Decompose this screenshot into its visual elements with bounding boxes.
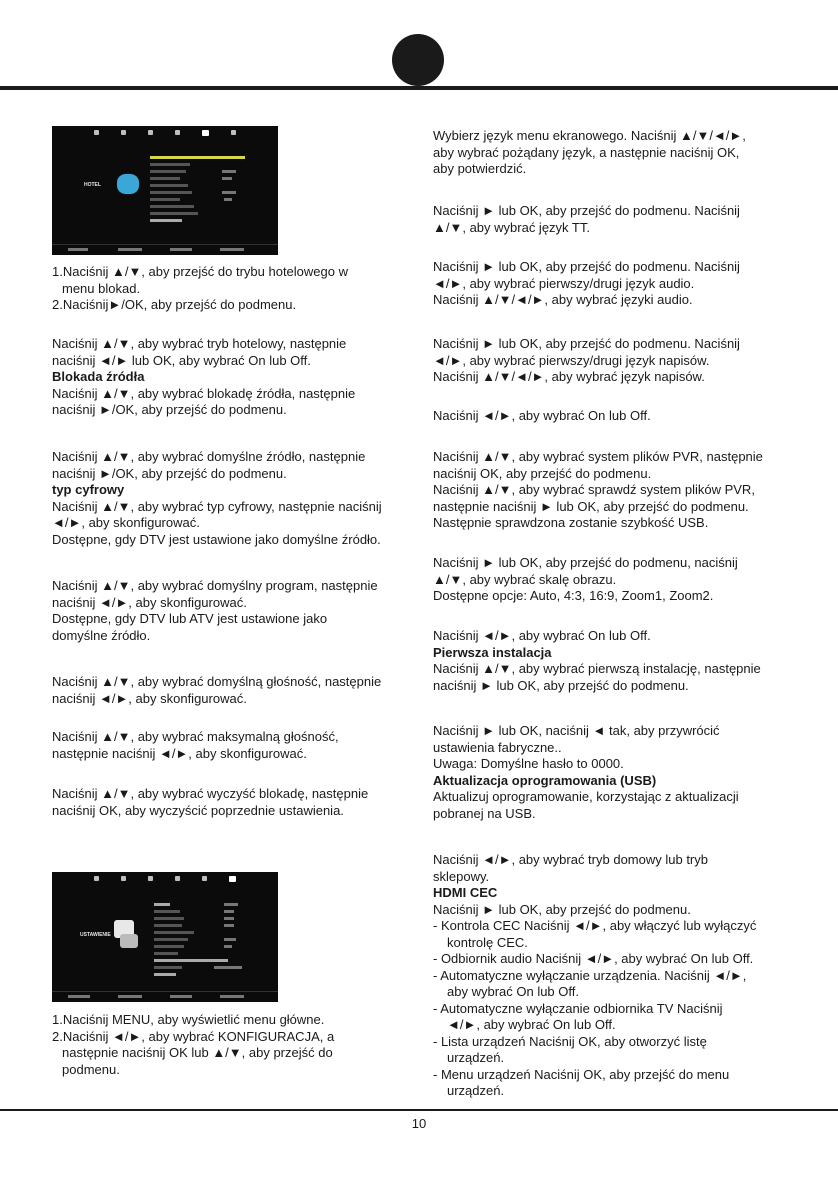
text-line: Naciśnij ▲/▼, aby wybrać system plików PVR, następnie bbox=[433, 449, 763, 464]
text-line: Aktualizuj oprogramowanie, korzystając z aktualizacji bbox=[433, 789, 739, 804]
text-line: następnie naciśnij ◄/►, aby skonfigurować. bbox=[52, 745, 307, 761]
hotel-menu-screenshot bbox=[52, 126, 278, 255]
text-line: 2.Naciśnij ◄/►, aby wybrać KONFIGURACJA, a bbox=[52, 1028, 335, 1044]
text-line: naciśnij ► lub OK, aby przejść do podmenu. bbox=[433, 677, 689, 693]
settings-label: USTAWIENIE bbox=[80, 932, 111, 938]
text-line: ustawienia fabryczne.. bbox=[433, 739, 562, 755]
left-column bbox=[52, 729, 412, 762]
section-heading: Aktualizacja oprogramowania (USB) bbox=[433, 772, 657, 788]
text-line: ▲/▼, aby wybrać język TT. bbox=[433, 219, 590, 235]
text-line: ◄/►, aby wybrać On lub Off. bbox=[447, 1017, 616, 1032]
text-line: Dostępne, gdy DTV jest ustawione jako domyślne źródło. bbox=[52, 531, 381, 547]
text-line: - Automatyczne wyłączanie urządzenia. Naciśnij ◄/►, bbox=[433, 967, 747, 983]
right-column bbox=[433, 203, 813, 236]
text-line: Następnie sprawdzona zostanie szybkość USB. bbox=[433, 515, 709, 530]
text-line: Naciśnij ▲/▼, aby wybrać pierwszą instalację, następnie bbox=[433, 661, 761, 676]
left-column bbox=[52, 674, 412, 707]
text-line: - Menu urządzeń Naciśnij OK, aby przejść do menu bbox=[433, 1066, 730, 1082]
text-line: sklepowy. bbox=[433, 868, 490, 884]
menu-icon-row bbox=[52, 876, 278, 884]
left-column bbox=[52, 1012, 412, 1078]
right-column bbox=[433, 628, 813, 694]
left-column bbox=[52, 264, 412, 314]
footer-rule bbox=[0, 1109, 838, 1111]
text-line: Naciśnij ▲/▼/◄/►, aby wybrać język napisów. bbox=[433, 369, 705, 384]
left-column bbox=[52, 786, 412, 819]
text-line: - Odbiornik audio Naciśnij ◄/►, aby wybrać On lub Off. bbox=[433, 951, 754, 966]
text-line: urządzeń. bbox=[447, 1050, 505, 1065]
text-line: aby potwierdzić. bbox=[433, 161, 527, 176]
text-line: Naciśnij ▲/▼, aby wybrać tryb hotelowy, następnie bbox=[52, 336, 347, 351]
text-line: Naciśnij ► lub OK, aby przejść do podmenu. bbox=[433, 901, 691, 917]
text-line: urządzeń. bbox=[447, 1083, 505, 1098]
settings-menu-screenshot bbox=[52, 872, 278, 1002]
text-line: Naciśnij ▲/▼, aby wybrać maksymalną głośność, bbox=[52, 729, 339, 744]
text-line: następnie naciśnij OK lub ▲/▼, aby przejść do bbox=[62, 1045, 333, 1060]
page-number: 10 bbox=[411, 1116, 427, 1131]
text-line: 2.Naciśnij►/OK, aby przejść do podmenu. bbox=[52, 297, 297, 312]
text-line: naciśnij ◄/►, aby skonfigurować. bbox=[52, 594, 247, 610]
text-line: Naciśnij ► lub OK, aby przejść do podmenu. Naciśnij bbox=[433, 259, 740, 274]
text-line: naciśnij ◄/►, aby skonfigurować. bbox=[52, 690, 247, 706]
hotel-menu-footer bbox=[52, 244, 278, 253]
text-line: Naciśnij ◄/►, aby wybrać On lub Off. bbox=[433, 408, 651, 423]
left-column bbox=[52, 336, 412, 419]
text-line: menu blokad. bbox=[62, 280, 141, 296]
text-line: ◄/►, aby wybrać pierwszy/drugi język audio. bbox=[433, 275, 695, 291]
text-line: Wybierz język menu ekranowego. Naciśnij ▲/▼/◄/►, bbox=[433, 128, 746, 143]
text-line: aby wybrać On lub Off. bbox=[447, 984, 579, 999]
text-line: 1.Naciśnij MENU, aby wyświetlić menu główne. bbox=[52, 1012, 325, 1027]
text-line: Naciśnij ▲/▼, aby wybrać blokadę źródła, następnie bbox=[52, 385, 356, 401]
text-line: Naciśnij ► lub OK, aby przejść do podmenu. Naciśnij bbox=[433, 336, 740, 351]
left-column bbox=[52, 449, 412, 548]
text-line: Uwaga: Domyślne hasło to 0000. bbox=[433, 756, 624, 771]
text-line: domyślne źródło. bbox=[52, 627, 151, 643]
text-line: Naciśnij ◄/►, aby wybrać tryb domowy lub tryb bbox=[433, 852, 708, 867]
text-line: - Lista urządzeń Naciśnij OK, aby otworzyć listę bbox=[433, 1033, 707, 1049]
hotel-label: HOTEL bbox=[84, 182, 101, 188]
right-column bbox=[433, 852, 813, 1100]
text-line: - Automatyczne wyłączanie odbiornika TV Naciśnij bbox=[433, 1000, 723, 1016]
text-line: następnie naciśnij ► lub OK, aby przejść do podmenu. bbox=[433, 498, 749, 514]
right-column bbox=[433, 449, 813, 532]
text-line: Naciśnij ► lub OK, aby przejść do podmenu, naciśnij bbox=[433, 555, 738, 570]
section-heading: Pierwsza instalacja bbox=[433, 644, 552, 660]
text-line: naciśnij OK, aby wyczyścić poprzednie ustawienia. bbox=[52, 802, 344, 818]
text-line: Dostępne opcje: Auto, 4:3, 16:9, Zoom1, Zoom2. bbox=[433, 588, 714, 603]
text-line: Naciśnij ▲/▼, aby wybrać wyczyść blokadę, następnie bbox=[52, 786, 369, 801]
text-line: Naciśnij ▲/▼, aby wybrać sprawdź system plików PVR, bbox=[433, 482, 755, 497]
right-column bbox=[433, 408, 813, 425]
menu-icon-row bbox=[52, 130, 278, 138]
text-line: Naciśnij ▲/▼, aby wybrać domyślny program, następnie bbox=[52, 578, 378, 593]
text-line: Naciśnij ▲/▼/◄/►, aby wybrać języki audio. bbox=[433, 292, 693, 307]
text-line: - Kontrola CEC Naciśnij ◄/►, aby włączyć lub wyłączyć bbox=[433, 918, 757, 933]
text-line: Naciśnij ▲/▼, aby wybrać domyślną głośność, następnie bbox=[52, 674, 382, 689]
text-line: Naciśnij ▲/▼, aby wybrać domyślne źródło, następnie bbox=[52, 449, 366, 464]
text-line: Dostępne, gdy DTV lub ATV jest ustawione jako bbox=[52, 611, 328, 626]
text-line: Naciśnij ► lub OK, naciśnij ◄ tak, aby przywrócić bbox=[433, 723, 720, 738]
right-column bbox=[433, 723, 813, 822]
header-rule bbox=[0, 86, 838, 90]
header-circle bbox=[392, 34, 444, 86]
text-line: pobranej na USB. bbox=[433, 805, 536, 821]
text-line: naciśnij ►/OK, aby przejść do podmenu. bbox=[52, 465, 287, 481]
text-line: ◄/►, aby wybrać pierwszy/drugi język napisów. bbox=[433, 352, 710, 368]
text-line: Naciśnij ▲/▼, aby wybrać typ cyfrowy, następnie naciśnij bbox=[52, 498, 382, 514]
text-line: aby wybrać pożądany język, a następnie naciśnij OK, bbox=[433, 144, 740, 160]
text-line: 1.Naciśnij ▲/▼, aby przejść do trybu hotelowego w bbox=[52, 264, 348, 279]
right-column bbox=[433, 128, 813, 178]
text-line: ▲/▼, aby wybrać skalę obrazu. bbox=[433, 571, 617, 587]
text-line: Naciśnij ◄/►, aby wybrać On lub Off. bbox=[433, 628, 651, 643]
text-line: kontrolę CEC. bbox=[447, 934, 528, 950]
text-line: podmenu. bbox=[62, 1061, 120, 1077]
right-column bbox=[433, 336, 813, 386]
right-column bbox=[433, 555, 813, 605]
text-line: ◄/►, aby skonfigurować. bbox=[52, 515, 200, 530]
text-line: naciśnij OK, aby przejść do podmenu. bbox=[433, 465, 652, 481]
section-heading: Blokada źródła bbox=[52, 369, 145, 384]
text-line: naciśnij ◄/► lub OK, aby wybrać On lub Off. bbox=[52, 352, 311, 368]
left-column bbox=[52, 578, 412, 644]
settings-menu-footer bbox=[52, 991, 278, 1000]
text-line: Naciśnij ► lub OK, aby przejść do podmenu. Naciśnij bbox=[433, 203, 740, 218]
section-heading: HDMI CEC bbox=[433, 885, 498, 900]
text-line: naciśnij ►/OK, aby przejść do podmenu. bbox=[52, 402, 287, 417]
right-column bbox=[433, 259, 813, 309]
section-heading: typ cyfrowy bbox=[52, 482, 125, 497]
